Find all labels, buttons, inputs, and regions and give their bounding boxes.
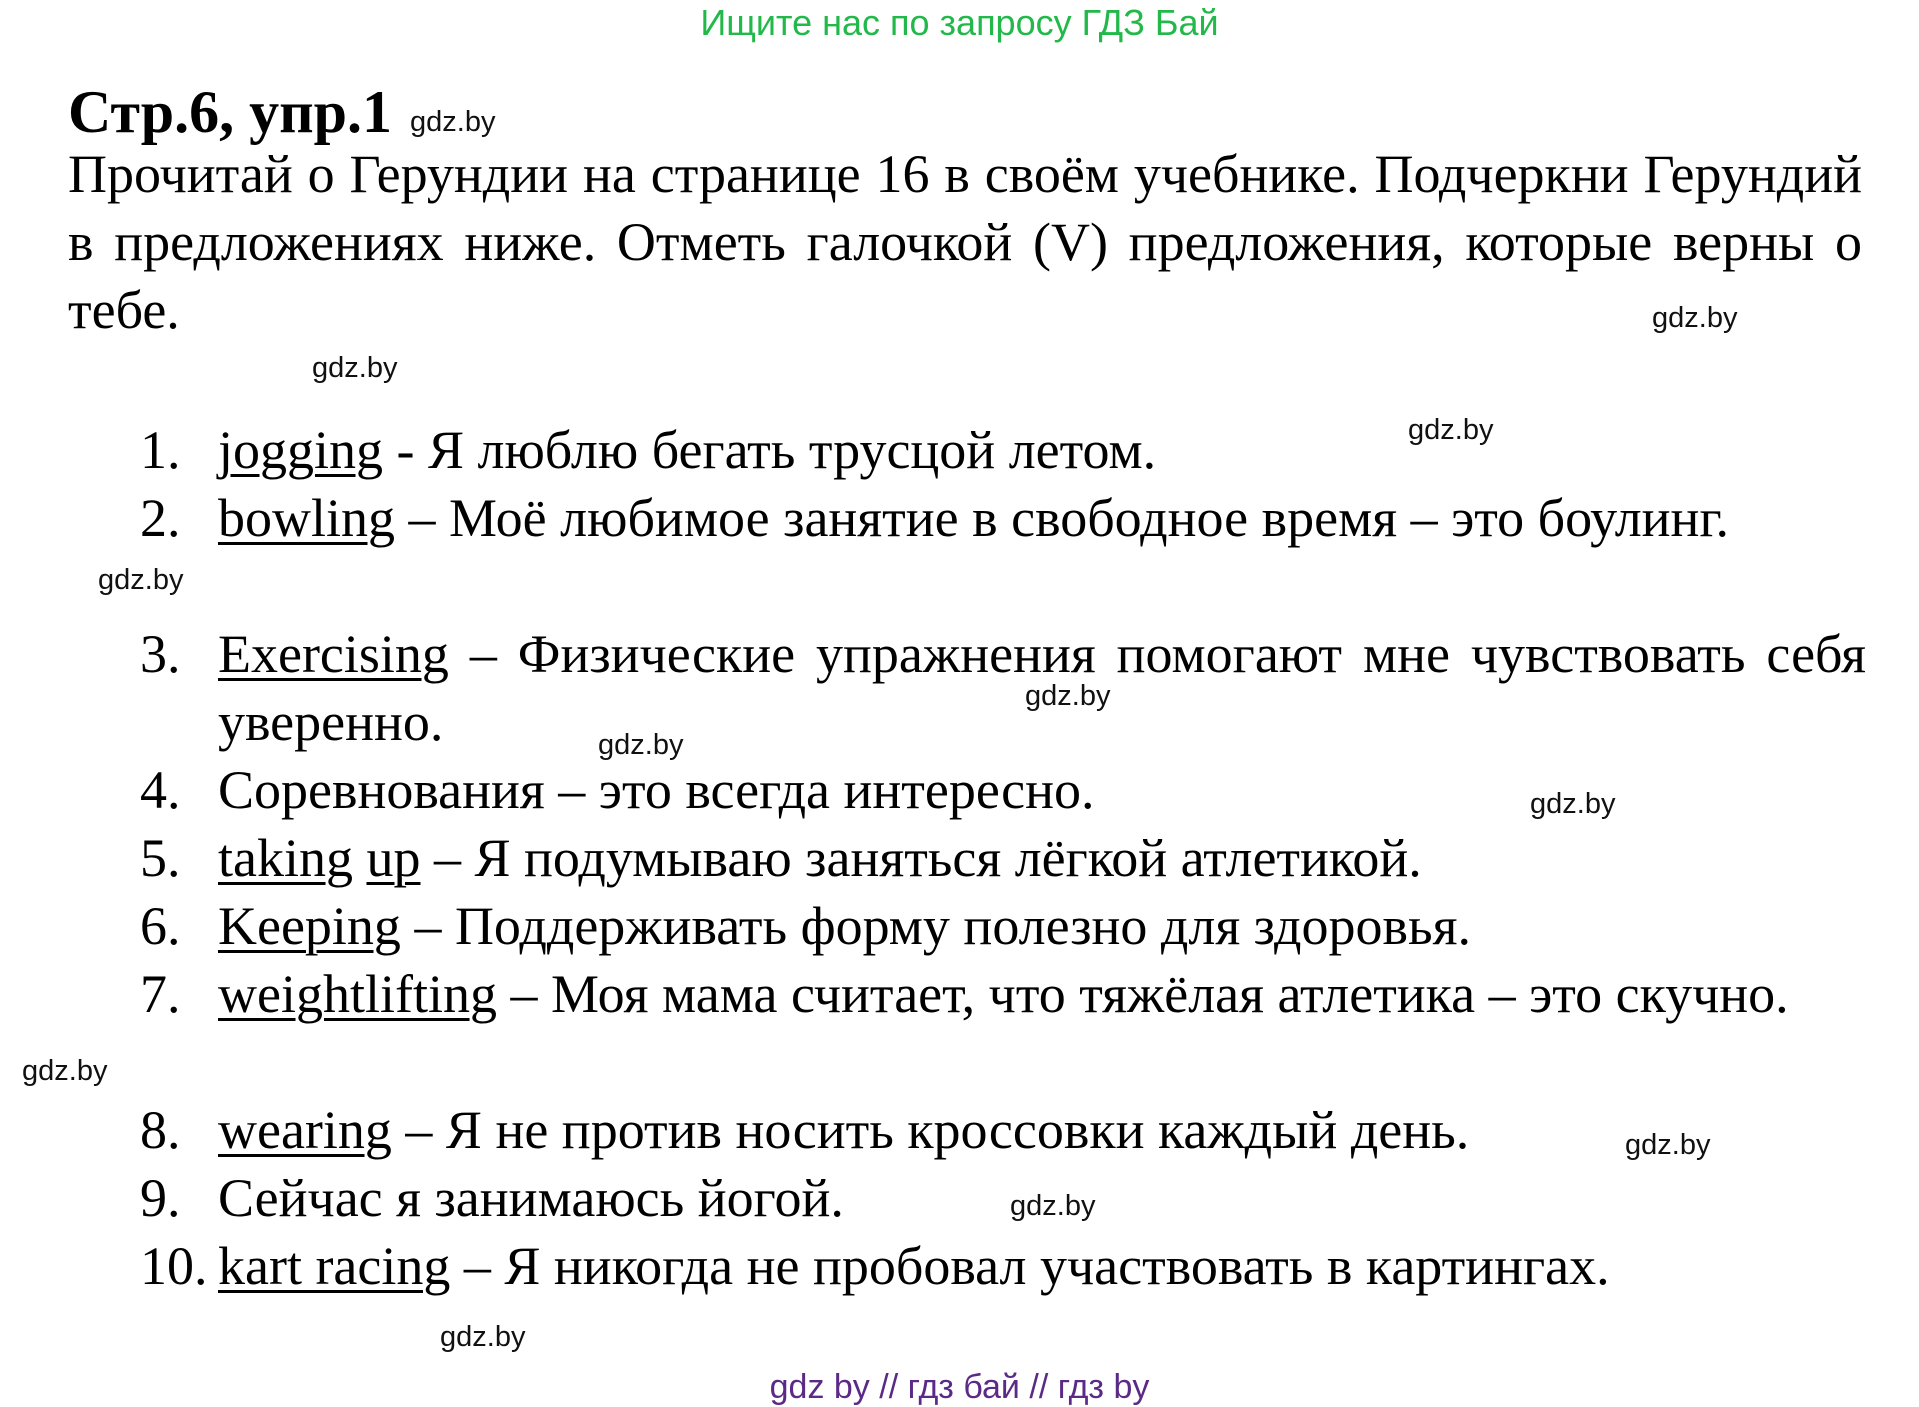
- item-number: 1.: [140, 420, 181, 480]
- gerund: kart racing: [218, 1236, 451, 1296]
- item-text: Соревнования – это всегда интересно.: [218, 760, 1095, 820]
- list-item: [140, 1232, 1866, 1300]
- gerund-particle: up: [366, 828, 421, 888]
- gerund: jogging: [218, 420, 384, 480]
- watermark: gdz.by: [1652, 302, 1738, 334]
- list-item: [140, 824, 1866, 892]
- item-text: – Физические упражнения помогают мне чувствовать себя уверенно.: [218, 624, 1866, 752]
- watermark: gdz.by: [1625, 1129, 1711, 1161]
- watermark: gdz.by: [98, 564, 184, 596]
- item-number: 9.: [140, 1168, 181, 1228]
- gerund: bowling: [218, 488, 396, 548]
- item-text: – Я подумываю заняться лёгкой атлетикой.: [420, 828, 1422, 888]
- item-text: – Моё любимое занятие в свободное время – это боулинг.: [395, 488, 1730, 548]
- item-text: - Я люблю бегать трусцой летом.: [383, 420, 1157, 480]
- watermark: gdz.by: [1530, 788, 1616, 820]
- item-text: – Поддерживать форму полезно для здоровья.: [400, 896, 1471, 956]
- gerund: Keeping: [218, 896, 401, 956]
- watermark: gdz.by: [22, 1055, 108, 1087]
- item-text: – Моя мама считает, что тяжёлая атлетика – это скучно.: [496, 964, 1789, 1024]
- watermark: gdz.by: [312, 352, 398, 384]
- watermark: gdz.by: [1010, 1190, 1096, 1222]
- footer-links: gdz by // гдз бай // гдз by: [769, 1368, 1150, 1406]
- top-banner: Ищите нас по запросу ГДЗ Бай: [700, 2, 1219, 43]
- watermark: gdz.by: [1025, 680, 1111, 712]
- item-number: 2.: [140, 488, 181, 548]
- gerund: taking: [218, 828, 353, 888]
- item-text: Сейчас я занимаюсь йогой.: [218, 1168, 844, 1228]
- gerund: weightlifting: [218, 964, 497, 1024]
- watermark: gdz.by: [410, 106, 496, 138]
- list-item: [140, 484, 1866, 552]
- watermark: gdz.by: [1408, 414, 1494, 446]
- list-item: [140, 416, 1866, 484]
- exercise-heading: [68, 78, 392, 147]
- watermark: gdz.by: [440, 1321, 526, 1353]
- item-text: – Я не против носить кроссовки каждый день.: [391, 1100, 1470, 1160]
- gerund: wearing: [218, 1100, 392, 1160]
- item-number: 5.: [140, 828, 181, 888]
- item-number: 4.: [140, 760, 181, 820]
- item-number: 10.: [140, 1236, 208, 1296]
- item-number: 7.: [140, 964, 181, 1024]
- list-item: [140, 1096, 1866, 1164]
- item-number: 3.: [140, 624, 181, 684]
- exercise-title: Стр.6, упр.1: [68, 79, 393, 145]
- gerund: Exercising: [218, 624, 449, 684]
- item-number: 8.: [140, 1100, 181, 1160]
- list-item: [140, 620, 1866, 756]
- item-number: 6.: [140, 896, 181, 956]
- item-text: – Я никогда не пробовал участвовать в картингах.: [450, 1236, 1610, 1296]
- watermark: gdz.by: [598, 729, 684, 761]
- exercise-instructions: Прочитай о Герундии на странице 16 в своём учебнике. Подчеркни Герундий в предложениях ниже. Отметь галочкой (V) предложения, которые верны о тебе.: [68, 144, 1862, 340]
- list-item: [140, 1164, 1866, 1232]
- list-item: [140, 756, 1866, 824]
- list-item: [140, 892, 1866, 960]
- list-item: [140, 960, 1866, 1028]
